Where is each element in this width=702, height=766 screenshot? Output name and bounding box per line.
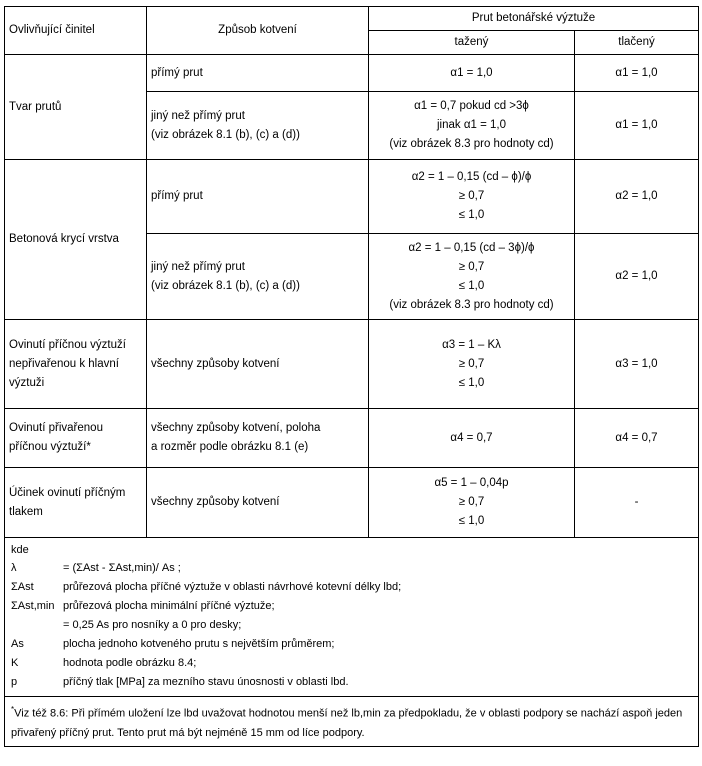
anchorage-coefficients-table bbox=[4, 6, 699, 747]
legend-item bbox=[11, 616, 692, 635]
tension-line: ≤ 1,0 bbox=[458, 279, 485, 292]
legend-cell bbox=[5, 538, 699, 697]
method-line: a rozměr podle obrázku 8.1 (e) bbox=[151, 441, 309, 453]
anchorage-coefficients-table-container bbox=[4, 6, 698, 747]
method-line: přímý prut bbox=[151, 190, 203, 202]
method-line: přímý prut bbox=[151, 66, 203, 79]
compression-cell: α2 = 1,0 bbox=[575, 160, 699, 234]
factor-concrete-cover: Betonová krycí vrstva bbox=[5, 160, 147, 320]
method-line: jiný než přímý prut bbox=[151, 260, 245, 273]
tension-cell bbox=[369, 409, 575, 468]
tension-line: ≥ 0,7 bbox=[458, 357, 485, 370]
legend-text: průřezová plocha minimální příčné výztuže; bbox=[63, 600, 275, 612]
tension-line: ≥ 0,7 bbox=[458, 190, 485, 202]
tension-cell bbox=[369, 92, 575, 160]
legend-text: plocha jednoho kotveného prutu s největším průměrem; bbox=[63, 638, 335, 650]
tension-line: ≥ 0,7 bbox=[458, 496, 485, 508]
tension-line: ≤ 1,0 bbox=[458, 515, 485, 527]
legend-text: hodnota podle obrázku 8.4; bbox=[63, 657, 197, 669]
row-bar-shape-straight bbox=[5, 55, 699, 92]
tension-line: (viz obrázek 8.3 pro hodnoty cd) bbox=[389, 138, 554, 150]
compression-cell: α1 = 1,0 bbox=[575, 92, 699, 160]
legend-text: = 0,25 As pro nosníky a 0 pro desky; bbox=[63, 619, 242, 631]
tension-cell bbox=[369, 234, 575, 320]
tension-line: (viz obrázek 8.3 pro hodnoty cd) bbox=[389, 298, 554, 311]
legend-item bbox=[11, 559, 692, 578]
legend-item bbox=[11, 597, 692, 616]
legend-symbol bbox=[11, 616, 63, 635]
header-compression: tlačený bbox=[575, 31, 699, 55]
method-cell bbox=[147, 468, 369, 538]
factor-transverse-pressure: Účinek ovinutí příčným tlakem bbox=[5, 468, 147, 538]
method-cell bbox=[147, 92, 369, 160]
tension-line: ≥ 0,7 bbox=[458, 260, 485, 273]
legend-item bbox=[11, 654, 692, 673]
method-line: všechny způsoby kotvení bbox=[151, 496, 280, 508]
row-transverse-pressure bbox=[5, 468, 699, 538]
legend-symbol: As bbox=[11, 638, 24, 650]
tension-line: α1 = 0,7 pokud cd >3ϕ bbox=[414, 100, 529, 112]
header-method: Způsob kotvení bbox=[147, 7, 369, 55]
legend-definitions bbox=[11, 559, 692, 692]
factor-bar-shape: Tvar prutů bbox=[5, 55, 147, 160]
header-row-1 bbox=[5, 7, 699, 31]
row-concrete-cover-straight bbox=[5, 160, 699, 234]
legend-row bbox=[5, 538, 699, 697]
tension-line: ≤ 1,0 bbox=[458, 209, 485, 221]
tension-line: ≤ 1,0 bbox=[458, 376, 485, 389]
footnote-mark: * bbox=[11, 705, 15, 714]
legend-symbol: ΣAst bbox=[11, 581, 34, 593]
legend-symbol: ΣAst,min bbox=[11, 600, 55, 612]
legend-symbol: p bbox=[11, 676, 18, 688]
row-confinement-unwelded bbox=[5, 320, 699, 409]
tension-line: α2 = 1 – 0,15 (cd – ϕ)/ϕ bbox=[411, 171, 532, 183]
compression-cell: α2 = 1,0 bbox=[575, 234, 699, 320]
tension-line: α1 = 1,0 bbox=[450, 66, 493, 79]
legend-title: kde bbox=[11, 544, 29, 556]
footnote-row bbox=[5, 697, 699, 747]
method-line: všechny způsoby kotvení bbox=[151, 357, 280, 370]
legend-text: = (ΣAst - ΣAst,min)/ As ; bbox=[63, 562, 181, 574]
tension-line: α5 = 1 – 0,04p bbox=[434, 477, 509, 489]
compression-cell: α4 = 0,7 bbox=[575, 409, 699, 468]
method-line: jiný než přímý prut bbox=[151, 109, 245, 122]
legend-symbol: λ bbox=[11, 562, 17, 574]
tension-cell bbox=[369, 468, 575, 538]
header-tension: tažený bbox=[369, 31, 575, 55]
footnote-cell bbox=[5, 697, 699, 747]
tension-cell bbox=[369, 55, 575, 92]
tension-line: α3 = 1 – Kλ bbox=[442, 338, 501, 351]
tension-cell bbox=[369, 160, 575, 234]
legend-symbol: K bbox=[11, 657, 19, 669]
compression-cell: - bbox=[575, 468, 699, 538]
row-confinement-welded bbox=[5, 409, 699, 468]
method-line: všechny způsoby kotvení, poloha bbox=[151, 422, 321, 434]
method-cell bbox=[147, 320, 369, 409]
footnote-text: Viz též 8.6: Při přímém uložení lze lbd uvažovat hodnotou menší než lb,min za předpokladu, že v oblasti podpory se nachází aspoň jeden přivařený příčný prut. Tento prut má být nejméně 15 mm od líce podpory. bbox=[11, 707, 683, 739]
method-cell bbox=[147, 234, 369, 320]
legend-item bbox=[11, 635, 692, 654]
tension-line: α2 = 1 – 0,15 (cd – 3ϕ)/ϕ bbox=[408, 241, 535, 254]
method-line: (viz obrázek 8.1 (b), (c) a (d)) bbox=[151, 128, 300, 141]
compression-cell: α3 = 1,0 bbox=[575, 320, 699, 409]
method-cell bbox=[147, 55, 369, 92]
legend-text: příčný tlak [MPa] za mezního stavu únosnosti v oblasti lbd. bbox=[63, 676, 349, 688]
tension-line: α4 = 0,7 bbox=[450, 431, 493, 444]
header-factor: Ovlivňující činitel bbox=[5, 7, 147, 55]
method-cell bbox=[147, 160, 369, 234]
legend-text: průřezová plocha příčné výztuže v oblasti návrhové kotevní délky lbd; bbox=[63, 581, 402, 593]
header-reinforcement-group: Prut betonářské výztuže bbox=[369, 7, 699, 31]
legend-item bbox=[11, 578, 692, 597]
tension-cell bbox=[369, 320, 575, 409]
factor-confinement-unwelded: Ovinutí příčnou výztuží nepřivařenou k hlavní výztuži bbox=[5, 320, 147, 409]
compression-cell: α1 = 1,0 bbox=[575, 55, 699, 92]
method-cell bbox=[147, 409, 369, 468]
legend-item bbox=[11, 673, 692, 692]
factor-confinement-welded: Ovinutí přivařenou příčnou výztuží* bbox=[5, 409, 147, 468]
method-line: (viz obrázek 8.1 (b), (c) a (d)) bbox=[151, 279, 300, 292]
tension-line: jinak α1 = 1,0 bbox=[437, 119, 506, 131]
